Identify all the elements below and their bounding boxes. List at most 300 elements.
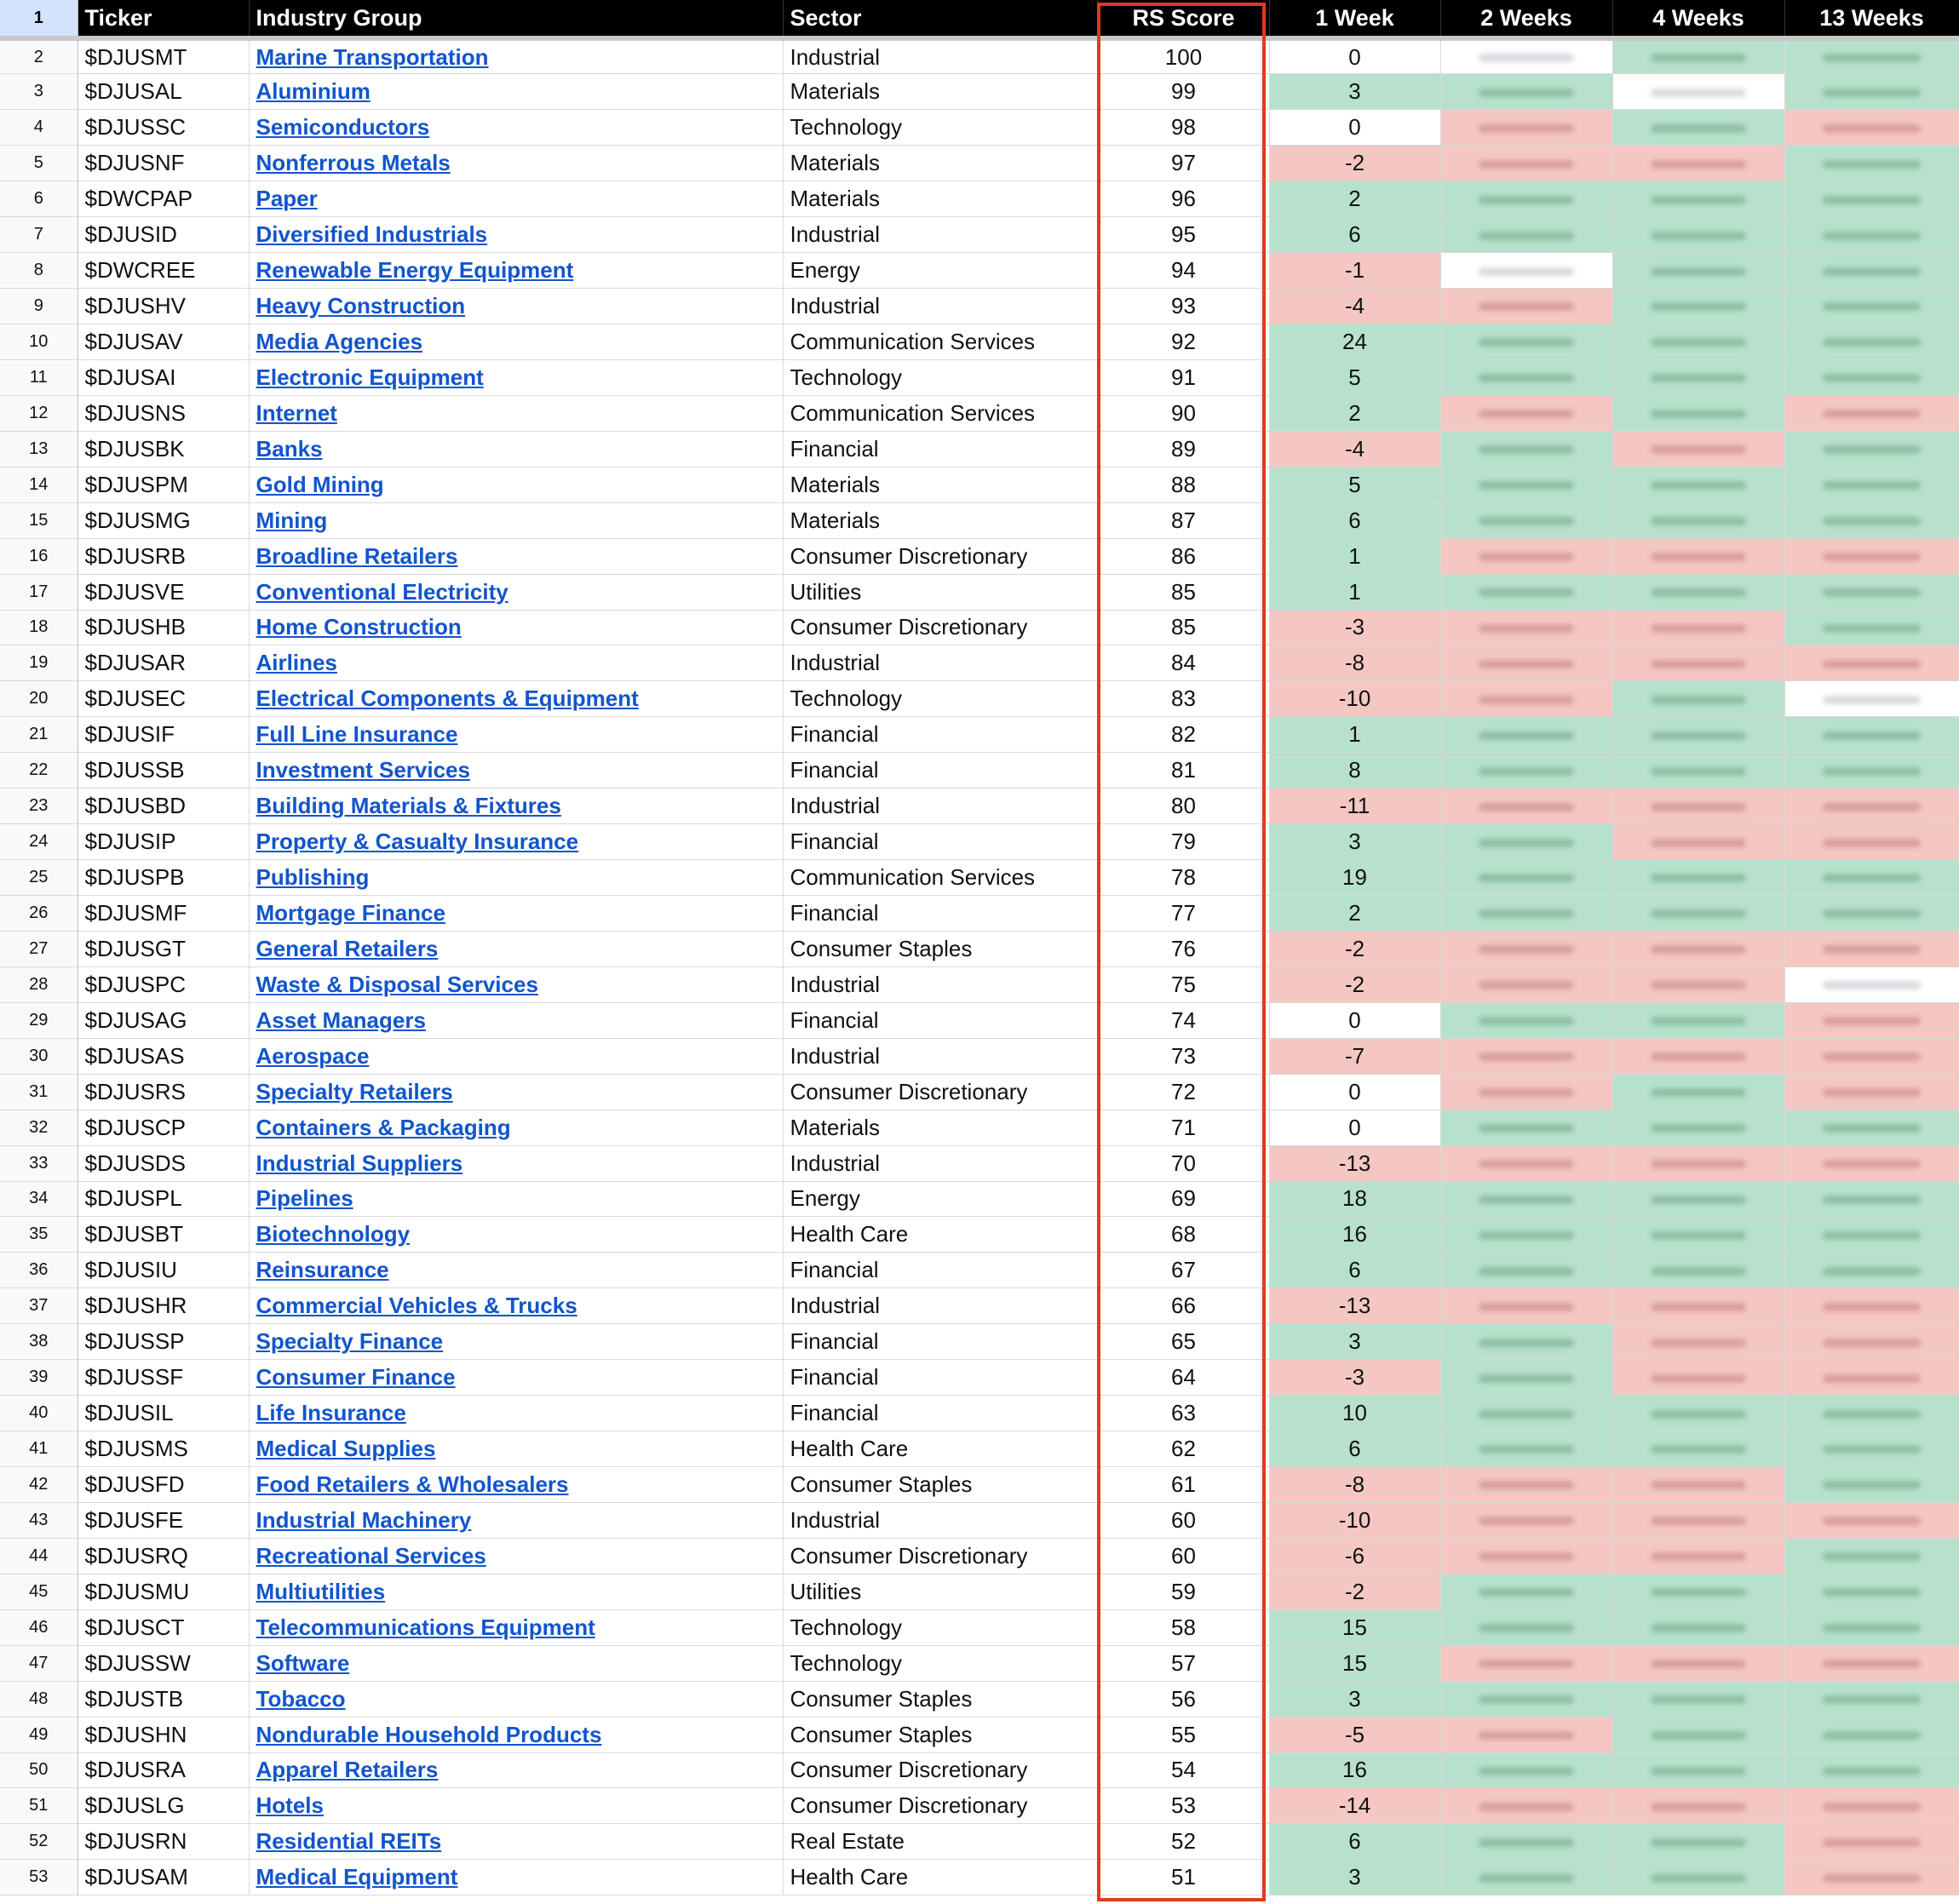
sector-cell[interactable]: Energy [783,1181,1098,1217]
industry-group-cell[interactable] [249,538,783,574]
rs-score-cell[interactable]: 74 [1098,1002,1269,1038]
table-row[interactable] [0,38,1959,74]
industry-group-header[interactable]: Industry Group [249,0,783,38]
week13-change-cell[interactable] [1784,1253,1959,1288]
sector-cell[interactable]: Financial [783,1002,1098,1038]
rs-score-cell[interactable]: 73 [1098,1038,1269,1074]
week2-change-cell[interactable] [1440,1217,1612,1253]
industry-group-cell[interactable] [249,1752,783,1788]
industry-group-link[interactable]: Software [256,1649,350,1676]
rs-score-cell[interactable]: 93 [1098,289,1269,324]
industry-group-link[interactable]: General Retailers [256,935,439,961]
ticker-cell[interactable]: $DJUSHV [78,289,249,324]
table-row[interactable] [0,538,1959,574]
week2-change-cell[interactable] [1440,966,1612,1002]
week13-change-cell[interactable] [1784,1467,1959,1503]
week4-change-cell[interactable] [1612,289,1784,324]
week4-change-cell[interactable] [1612,574,1784,610]
ticker-cell[interactable]: $DJUSNF [78,146,249,181]
table-row[interactable] [0,610,1959,645]
week1-change-cell[interactable]: 18 [1269,1181,1440,1217]
sector-cell[interactable]: Financial [783,824,1098,860]
industry-group-link[interactable]: Reinsurance [256,1257,389,1283]
table-row[interactable] [0,931,1959,966]
row-number[interactable]: 20 [0,681,78,717]
industry-group-cell[interactable] [249,860,783,896]
row-number[interactable]: 49 [0,1717,78,1752]
industry-group-link[interactable]: Commercial Vehicles & Trucks [256,1293,577,1319]
table-row[interactable] [0,74,1959,110]
sector-cell[interactable]: Technology [783,359,1098,395]
week1-change-cell[interactable]: 8 [1269,753,1440,789]
sector-cell[interactable]: Materials [783,181,1098,217]
week2-change-cell[interactable] [1440,1467,1612,1503]
sector-cell[interactable]: Consumer Staples [783,931,1098,966]
sector-cell[interactable]: Industrial [783,645,1098,681]
industry-group-link[interactable]: Apparel Retailers [256,1757,439,1783]
table-row[interactable] [0,467,1959,502]
week13-change-cell[interactable] [1784,1502,1959,1538]
row-number[interactable]: 30 [0,1038,78,1074]
industry-group-link[interactable]: Renewable Energy Equipment [256,257,574,284]
industry-group-link[interactable]: Publishing [256,864,370,891]
week1-change-cell[interactable]: 6 [1269,1824,1440,1860]
sector-cell[interactable]: Industrial [783,1145,1098,1181]
week2-change-cell[interactable] [1440,289,1612,324]
industry-group-link[interactable]: Airlines [256,650,337,676]
sector-cell[interactable]: Industrial [783,1288,1098,1324]
ticker-cell[interactable]: $DJUSIP [78,824,249,860]
row-number[interactable]: 35 [0,1217,78,1253]
week2-change-cell[interactable] [1440,1538,1612,1574]
table-row[interactable] [0,645,1959,681]
ticker-cell[interactable]: $DJUSAG [78,1002,249,1038]
week13-change-cell[interactable] [1784,1396,1959,1431]
week4-change-cell[interactable] [1612,1145,1784,1181]
week13-change-cell[interactable] [1784,1574,1959,1609]
industry-group-cell[interactable] [249,38,783,74]
rs-score-cell[interactable]: 94 [1098,253,1269,289]
ticker-cell[interactable]: $DJUSMU [78,1574,249,1609]
industry-group-link[interactable]: Asset Managers [256,1006,426,1033]
ticker-cell[interactable]: $DJUSMT [78,38,249,74]
week13-change-cell[interactable] [1784,217,1959,253]
table-row[interactable] [0,681,1959,717]
week13-change-cell[interactable] [1784,1645,1959,1681]
week2-change-cell[interactable] [1440,110,1612,146]
ticker-cell[interactable]: $DJUSHR [78,1288,249,1324]
industry-group-link[interactable]: Marine Transportation [256,43,489,70]
industry-group-link[interactable]: Electrical Components & Equipment [256,685,639,712]
week1-change-cell[interactable]: -5 [1269,1717,1440,1752]
sector-cell[interactable]: Health Care [783,1431,1098,1467]
week4-change-cell[interactable] [1612,1681,1784,1717]
table-row[interactable] [0,217,1959,253]
week2-change-cell[interactable] [1440,1681,1612,1717]
table-row[interactable] [0,502,1959,538]
table-row[interactable] [0,1360,1959,1396]
week2-change-cell[interactable] [1440,1788,1612,1824]
week13-change-cell[interactable] [1784,181,1959,217]
sector-cell[interactable]: Industrial [783,966,1098,1002]
week4-change-cell[interactable] [1612,1860,1784,1895]
week1-change-cell[interactable]: 6 [1269,1431,1440,1467]
table-row[interactable] [0,1645,1959,1681]
week1-change-cell[interactable]: 2 [1269,395,1440,431]
row-number[interactable]: 21 [0,717,78,753]
table-row[interactable] [0,1217,1959,1253]
ticker-cell[interactable]: $DJUSMS [78,1431,249,1467]
week2-change-cell[interactable] [1440,502,1612,538]
week13-change-cell[interactable] [1784,645,1959,681]
sector-cell[interactable]: Consumer Discretionary [783,1074,1098,1110]
industry-group-cell[interactable] [249,789,783,824]
table-row[interactable] [0,324,1959,360]
row-number[interactable]: 19 [0,645,78,681]
week1-change-cell[interactable]: 1 [1269,574,1440,610]
industry-group-link[interactable]: Semiconductors [256,114,430,141]
rs-score-cell[interactable]: 97 [1098,146,1269,181]
sector-cell[interactable]: Industrial [783,1038,1098,1074]
week1-change-cell[interactable]: -3 [1269,610,1440,645]
week1-change-cell[interactable]: -13 [1269,1145,1440,1181]
week1-change-cell[interactable]: 6 [1269,217,1440,253]
row-number[interactable]: 52 [0,1824,78,1860]
industry-group-cell[interactable] [249,1396,783,1431]
row-number[interactable]: 50 [0,1752,78,1788]
week4-change-cell[interactable] [1612,681,1784,717]
row-number[interactable]: 10 [0,324,78,360]
week13-change-cell[interactable] [1784,1824,1959,1860]
ticker-cell[interactable]: $DJUSMG [78,502,249,538]
week1-change-cell[interactable]: 3 [1269,1324,1440,1360]
week2-change-cell[interactable] [1440,753,1612,789]
sector-cell[interactable]: Communication Services [783,860,1098,896]
table-row[interactable] [0,1788,1959,1824]
industry-group-link[interactable]: Heavy Construction [256,293,466,319]
week4-change-cell[interactable] [1612,1324,1784,1360]
table-row[interactable] [0,1431,1959,1467]
ticker-cell[interactable]: $DJUSIL [78,1396,249,1431]
industry-group-cell[interactable] [249,217,783,253]
week2-change-cell[interactable] [1440,538,1612,574]
rs-score-cell[interactable]: 59 [1098,1574,1269,1609]
industry-group-link[interactable]: Nonferrous Metals [256,150,451,176]
sector-cell[interactable]: Financial [783,1396,1098,1431]
industry-group-cell[interactable] [249,1360,783,1396]
rs-score-cell[interactable]: 80 [1098,789,1269,824]
ticker-cell[interactable]: $DJUSBT [78,1217,249,1253]
week2-change-cell[interactable] [1440,1253,1612,1288]
industry-group-cell[interactable] [249,502,783,538]
industry-group-link[interactable]: Investment Services [256,757,470,783]
rs-score-cell[interactable]: 90 [1098,395,1269,431]
rs-score-cell[interactable]: 54 [1098,1752,1269,1788]
row-number[interactable]: 38 [0,1324,78,1360]
table-row[interactable] [0,1681,1959,1717]
week13-change-cell[interactable] [1784,502,1959,538]
week1-change-cell[interactable]: 19 [1269,860,1440,896]
industry-group-cell[interactable] [249,966,783,1002]
week4-change-cell[interactable] [1612,824,1784,860]
row-number[interactable]: 15 [0,502,78,538]
week4-change-cell[interactable] [1612,502,1784,538]
industry-group-cell[interactable] [249,1145,783,1181]
week2-change-cell[interactable] [1440,1431,1612,1467]
week13-change-cell[interactable] [1784,681,1959,717]
table-row[interactable] [0,181,1959,217]
week13-change-cell[interactable] [1784,146,1959,181]
rs-score-cell[interactable]: 96 [1098,181,1269,217]
table-row[interactable] [0,789,1959,824]
row-number[interactable]: 29 [0,1002,78,1038]
rs-score-cell[interactable]: 76 [1098,931,1269,966]
industry-group-cell[interactable] [249,1181,783,1217]
sector-cell[interactable]: Utilities [783,1574,1098,1609]
week1-change-cell[interactable]: 1 [1269,538,1440,574]
week2-change-cell[interactable] [1440,574,1612,610]
week2-change-cell[interactable] [1440,217,1612,253]
row-number[interactable]: 16 [0,538,78,574]
ticker-cell[interactable]: $DJUSCT [78,1609,249,1645]
row-number[interactable]: 44 [0,1538,78,1574]
row-number[interactable]: 22 [0,753,78,789]
week1-change-cell[interactable]: 16 [1269,1217,1440,1253]
ticker-cell[interactable]: $DJUSSF [78,1360,249,1396]
rs-score-cell[interactable]: 95 [1098,217,1269,253]
week4-change-cell[interactable] [1612,1717,1784,1752]
week1-change-cell[interactable]: -14 [1269,1788,1440,1824]
table-row[interactable] [0,395,1959,431]
ticker-cell[interactable]: $DJUSAL [78,74,249,110]
week4-change-cell[interactable] [1612,1502,1784,1538]
week1-change-cell[interactable]: -7 [1269,1038,1440,1074]
sector-cell[interactable]: Utilities [783,574,1098,610]
week4-change-cell[interactable] [1612,1431,1784,1467]
sector-cell[interactable]: Consumer Staples [783,1681,1098,1717]
industry-group-link[interactable]: Full Line Insurance [256,721,458,748]
week13-change-cell[interactable] [1784,467,1959,502]
week4-change-cell[interactable] [1612,395,1784,431]
rs-score-cell[interactable]: 72 [1098,1074,1269,1110]
week2-change-cell[interactable] [1440,824,1612,860]
industry-group-cell[interactable] [249,574,783,610]
week13-change-cell[interactable] [1784,1717,1959,1752]
week4-change-cell[interactable] [1612,38,1784,74]
table-row[interactable] [0,146,1959,181]
table-row[interactable] [0,966,1959,1002]
row-number[interactable]: 14 [0,467,78,502]
industry-group-cell[interactable] [249,395,783,431]
week13-change-cell[interactable] [1784,1609,1959,1645]
row-number[interactable]: 45 [0,1574,78,1609]
table-row[interactable] [0,1752,1959,1788]
industry-group-cell[interactable] [249,324,783,360]
table-row[interactable] [0,896,1959,932]
week13-change-cell[interactable] [1784,1181,1959,1217]
week2-change-cell[interactable] [1440,253,1612,289]
industry-group-cell[interactable] [249,110,783,146]
industry-group-link[interactable]: Residential REITs [256,1828,442,1855]
week13-change-cell[interactable] [1784,38,1959,74]
week4-change-cell[interactable] [1612,1645,1784,1681]
week2-change-cell[interactable] [1440,1860,1612,1895]
sector-cell[interactable]: Health Care [783,1217,1098,1253]
week4-change-cell[interactable] [1612,1038,1784,1074]
rs-score-cell[interactable]: 86 [1098,538,1269,574]
row-number[interactable]: 28 [0,966,78,1002]
week2-change-cell[interactable] [1440,1396,1612,1431]
rs-score-cell[interactable]: 57 [1098,1645,1269,1681]
rs-score-cell[interactable]: 78 [1098,860,1269,896]
week2-change-cell[interactable] [1440,1717,1612,1752]
rs-score-cell[interactable]: 58 [1098,1609,1269,1645]
week13-change-cell[interactable] [1784,610,1959,645]
week2-change-cell[interactable] [1440,359,1612,395]
week1-change-cell[interactable]: 0 [1269,1074,1440,1110]
week13-change-cell[interactable] [1784,395,1959,431]
table-row[interactable] [0,1467,1959,1503]
week4-change-cell[interactable] [1612,467,1784,502]
industry-group-cell[interactable] [249,681,783,717]
industry-group-link[interactable]: Property & Casualty Insurance [256,829,579,855]
week1-change-cell[interactable]: -11 [1269,789,1440,824]
industry-group-cell[interactable] [249,1217,783,1253]
week4-change-cell[interactable] [1612,645,1784,681]
week4-change-cell[interactable] [1612,1110,1784,1145]
rs-score-cell[interactable]: 83 [1098,681,1269,717]
week2-change-cell[interactable] [1440,1502,1612,1538]
week13-change-cell[interactable] [1784,431,1959,467]
week4-change-cell[interactable] [1612,1574,1784,1609]
industry-group-link[interactable]: Industrial Machinery [256,1506,472,1533]
row-number[interactable]: 23 [0,789,78,824]
table-row[interactable] [0,431,1959,467]
table-row[interactable] [0,1074,1959,1110]
table-row[interactable] [0,717,1959,753]
row-number[interactable]: 3 [0,74,78,110]
week1-change-cell[interactable]: 1 [1269,717,1440,753]
week1-change-cell[interactable]: 2 [1269,181,1440,217]
sector-cell[interactable]: Financial [783,1360,1098,1396]
rs-score-cell[interactable]: 51 [1098,1860,1269,1895]
week2-change-cell[interactable] [1440,681,1612,717]
week13-change-cell[interactable] [1784,1074,1959,1110]
sector-cell[interactable]: Materials [783,467,1098,502]
ticker-cell[interactable]: $DJUSID [78,217,249,253]
week1-change-cell[interactable]: 24 [1269,324,1440,360]
industry-group-link[interactable]: Diversified Industrials [256,221,488,248]
industry-group-cell[interactable] [249,1288,783,1324]
industry-group-cell[interactable] [249,1002,783,1038]
week1-change-cell[interactable]: 5 [1269,359,1440,395]
ticker-cell[interactable]: $DJUSGT [78,931,249,966]
week13-change-cell[interactable] [1784,1288,1959,1324]
week13-change-cell[interactable] [1784,1752,1959,1788]
week4-change-cell[interactable] [1612,1288,1784,1324]
week13-change-cell[interactable] [1784,896,1959,932]
week4-change-cell[interactable] [1612,966,1784,1002]
table-row[interactable] [0,359,1959,395]
week1-change-cell[interactable]: -10 [1269,1502,1440,1538]
rs-score-cell[interactable]: 85 [1098,610,1269,645]
week4-change-cell[interactable] [1612,1360,1784,1396]
week1-change-cell[interactable]: -8 [1269,1467,1440,1503]
row-number[interactable]: 8 [0,253,78,289]
rs-score-cell[interactable]: 60 [1098,1502,1269,1538]
row-number[interactable]: 34 [0,1181,78,1217]
sector-cell[interactable]: Consumer Staples [783,1717,1098,1752]
industry-group-cell[interactable] [249,753,783,789]
row-number[interactable]: 51 [0,1788,78,1824]
week4-change-cell[interactable] [1612,789,1784,824]
industry-group-link[interactable]: Industrial Suppliers [256,1150,463,1176]
ticker-cell[interactable]: $DJUSAV [78,324,249,360]
rs-score-cell[interactable]: 79 [1098,824,1269,860]
week1-change-cell[interactable]: -1 [1269,253,1440,289]
week2-change-cell[interactable] [1440,467,1612,502]
row-number[interactable]: 18 [0,610,78,645]
week2-change-cell[interactable] [1440,1002,1612,1038]
week13-change-cell[interactable] [1784,717,1959,753]
week2-change-cell[interactable] [1440,1360,1612,1396]
industry-group-cell[interactable] [249,1038,783,1074]
week4-header[interactable]: 4 Weeks [1612,0,1784,38]
week4-change-cell[interactable] [1612,110,1784,146]
row-number[interactable]: 33 [0,1145,78,1181]
ticker-cell[interactable]: $DJUSRA [78,1752,249,1788]
table-row[interactable] [0,1002,1959,1038]
row-number[interactable]: 9 [0,289,78,324]
ticker-cell[interactable]: $DJUSLG [78,1788,249,1824]
week13-change-cell[interactable] [1784,824,1959,860]
table-row[interactable] [0,753,1959,789]
week4-change-cell[interactable] [1612,1217,1784,1253]
week2-change-cell[interactable] [1440,1110,1612,1145]
sector-cell[interactable]: Industrial [783,289,1098,324]
ticker-cell[interactable]: $DJUSMF [78,896,249,932]
sector-cell[interactable]: Consumer Discretionary [783,610,1098,645]
week1-change-cell[interactable]: 15 [1269,1645,1440,1681]
week13-change-cell[interactable] [1784,359,1959,395]
week13-change-cell[interactable] [1784,324,1959,360]
rs-score-cell[interactable]: 71 [1098,1110,1269,1145]
row-number[interactable]: 12 [0,395,78,431]
ticker-cell[interactable]: $DJUSSC [78,110,249,146]
ticker-cell[interactable]: $DJUSBD [78,789,249,824]
week1-change-cell[interactable]: -10 [1269,681,1440,717]
rs-score-cell[interactable]: 84 [1098,645,1269,681]
week2-change-cell[interactable] [1440,931,1612,966]
row-number[interactable]: 5 [0,146,78,181]
week4-change-cell[interactable] [1612,1752,1784,1788]
rs-score-cell[interactable]: 85 [1098,574,1269,610]
week1-change-cell[interactable]: 0 [1269,38,1440,74]
table-row[interactable] [0,1717,1959,1752]
row-number[interactable]: 43 [0,1502,78,1538]
industry-group-link[interactable]: Medical Supplies [256,1436,436,1462]
week1-change-cell[interactable]: -8 [1269,645,1440,681]
week1-header[interactable]: 1 Week [1269,0,1440,38]
table-row[interactable] [0,253,1959,289]
rs-score-cell[interactable]: 81 [1098,753,1269,789]
week2-change-cell[interactable] [1440,324,1612,360]
week2-change-cell[interactable] [1440,1752,1612,1788]
industry-group-link[interactable]: Nondurable Household Products [256,1721,602,1747]
sector-cell[interactable]: Industrial [783,38,1098,74]
week2-change-cell[interactable] [1440,1074,1612,1110]
week4-change-cell[interactable] [1612,431,1784,467]
